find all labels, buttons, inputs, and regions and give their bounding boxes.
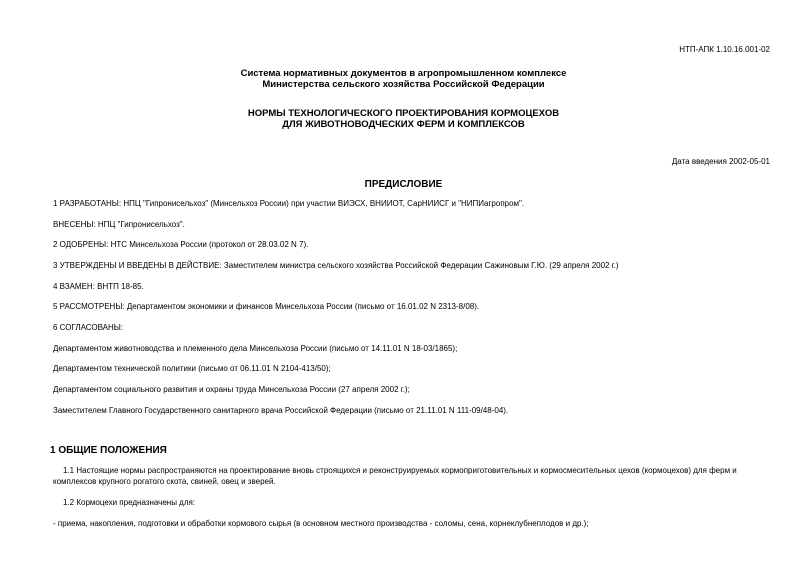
- system-title: [0, 68, 807, 90]
- section-paragraph: 1.2 Кормоцехи предназначены для:: [63, 498, 196, 507]
- preface-paragraph: 3 УТВЕРЖДЕНЫ И ВВЕДЕНЫ В ДЕЙСТВИЕ: Заместителем министра сельского хозяйства Российской Федерации Сажиновым Г.Ю. (29 апреля 2002 г.): [53, 261, 619, 270]
- main-title: [0, 108, 807, 130]
- system-title-line: Система нормативных документов в агропромышленном комплексе: [240, 68, 567, 79]
- main-title-line: ДЛЯ ЖИВОТНОВОДЧЕСКИХ ФЕРМ И КОМПЛЕКСОВ: [282, 119, 525, 130]
- preface-paragraph: 4 ВЗАМЕН: ВНТП 18-85.: [53, 282, 144, 291]
- intro-date: Дата введения 2002-05-01: [671, 157, 770, 166]
- preface-paragraph: Департаментом социального развития и охраны труда Минсельхоза России (27 апреля 2002 г.);: [53, 385, 410, 394]
- system-title-line: Министерства сельского хозяйства Российской Федерации: [262, 79, 545, 90]
- main-title-line: НОРМЫ ТЕХНОЛОГИЧЕСКОГО ПРОЕКТИРОВАНИЯ КОРМОЦЕХОВ: [247, 108, 560, 119]
- preface-paragraph: 2 ОДОБРЕНЫ: НТС Минсельхоза России (протокол от 28.03.02 N 7).: [53, 240, 309, 249]
- section-paragraph: 1.1 Настоящие нормы распространяются на проектирование вновь строящихся и реконструируемых кормоприготовительных и кормосмесительных цехов (кормоцехов) для ферм и комплексов крупного рогатого скота, свиней, овец и зверей.: [53, 466, 737, 486]
- preface-paragraph: ВНЕСЕНЫ: НПЦ "Гипронисельхоз".: [53, 220, 185, 229]
- section-heading: 1 ОБЩИЕ ПОЛОЖЕНИЯ: [50, 445, 167, 456]
- preface-heading: ПРЕДИСЛОВИЕ: [364, 179, 443, 190]
- document-code: НТП-АПК 1.10.16.001-02: [679, 45, 770, 54]
- preface-paragraph: 6 СОГЛАСОВАНЫ:: [53, 323, 124, 332]
- preface-paragraph: Заместителем Главного Государственного санитарного врача Российской Федерации (письмо от 21.11.01 N 111-09/48-04).: [53, 406, 509, 415]
- section-paragraph: - приема, накопления, подготовки и обработки кормового сырья (в основном местного производства - соломы, сена, корнеклубнеплодов и др.);: [53, 519, 589, 528]
- preface-paragraph: 1 РАЗРАБОТАНЫ: НПЦ "Гипронисельхоз" (Минсельхоз России) при участии ВИЭСХ, ВНИИОТ, СарНИИСГ и "НИПИагропром".: [53, 199, 525, 208]
- preface-paragraph: Департаментом животноводства и племенного дела Минсельхоза России (письмо от 14.11.01 N 18-03/1865);: [53, 344, 458, 353]
- preface-paragraph: Департаментом технической политики (письмо от 06.11.01 N 2104-413/50);: [53, 364, 331, 373]
- preface-paragraph: 5 РАССМОТРЕНЫ: Департаментом экономики и финансов Минсельхоза России (письмо от 16.01.02 N 2313-8/08).: [53, 302, 480, 311]
